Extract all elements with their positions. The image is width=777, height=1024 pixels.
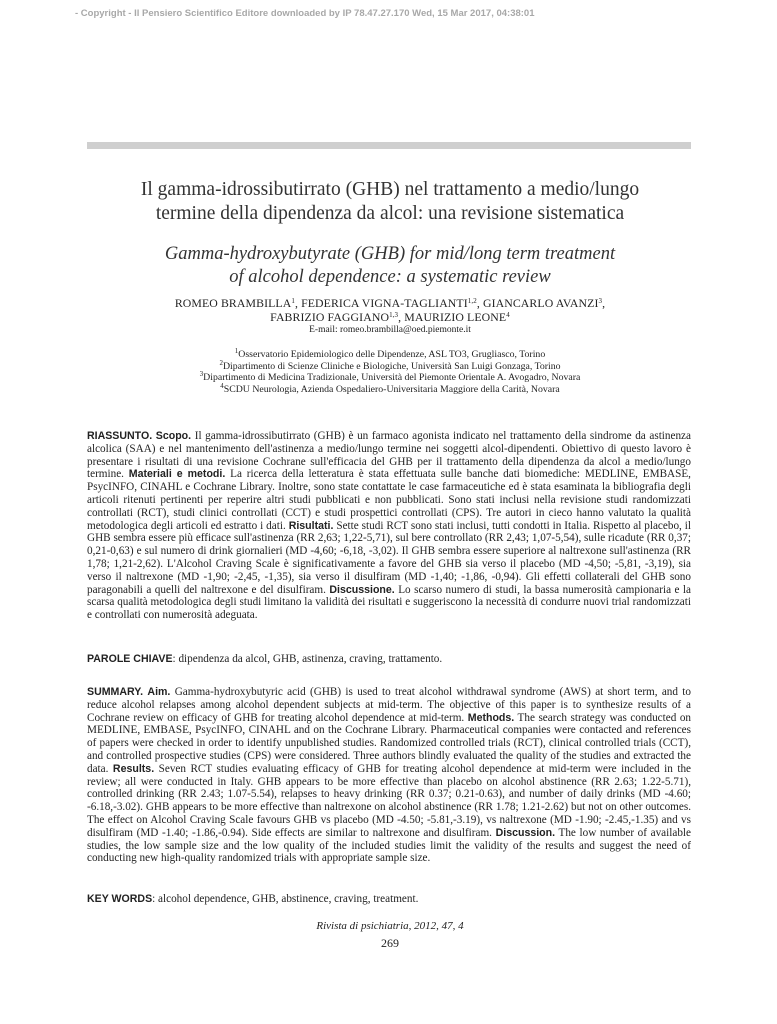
author-list (60, 296, 720, 324)
italian-title-line-2: termine della dipendenza da alcol: una revisione sistematica (155, 203, 625, 224)
discussione-text: Lo scarso numero di studi, la bassa numerosità campionaria e la scarsa qualità metodologica degli studi limitano la validità dei risultati e suggeriscono la necessità di condurre nuovi trial randomizzati e controllati con numerosità adeguata. (87, 583, 691, 622)
parole-chiave-heading: PAROLE CHIAVE (87, 653, 173, 665)
author-affiliation-ref: 1,3 (389, 311, 399, 319)
author-affiliation-ref: 1 (291, 297, 295, 305)
risultati-text: Sette studi RCT sono stati inclusi, tutti condotti in Italia. Rispetto al placebo, il GHB sembra essere più efficace sull'astinenza (RR 2,63; 1,22-5,71), sul bere controllato (RR 2,43; 1,07-5,54), sulle ricadute (RR 0,37; 0,21-0,63) e sul numero di drink giornalieri (MD -4,60; -6,18, -3,02). Il GHB sembra essere superiore al naltrexone sull'astinenza (RR 1,78; 1,21-2,62). L'Alcohol Craving Scale è significativamente a favore del GHB sia verso il placebo (MD -4,50; -5,81, -3,19), sia verso il naltrexone (MD -1,90; -2,45, -1,35), sia verso il disulfiram (MD -1,40; -1,86, -0,94). Gli effetti collaterali del GHB sono paragonabili a quelli del naltrexone e del disulfiram. (87, 519, 691, 596)
affiliation-item (60, 381, 720, 396)
affiliation-text: Osservatorio Epidemiologico delle Dipendenze, ASL TO3, Grugliasco, Torino (238, 349, 546, 360)
aim-text: Gamma-hydroxybutyric acid (GHB) is used to treat alcohol withdrawal syndrome (AWS) at short term, and to reduce alcohol relapses among alcohol dependent subjects at mid-term. The objective of this paper is to synthesize results of a Cochrane review on efficacy of GHB for treating alcohol dependence at mid-term. (87, 686, 692, 724)
author-line-1: ROMEO BRAMBILLA$^1$, FEDERICA VIGNA-TAGLIANTI$^{1,2}$, GIANCARLO AVANZI$^3$, (174, 296, 606, 310)
methods-text: The search strategy was conducted on MEDLINE, EMBASE, PsycINFO, CINAHL and on the Cochrane Library. Pharmaceutical companies were contacted and references of papers were checked in order to identify unpublished studies. Randomized controlled trials (RCT), clinical controlled trials (CCT), and controlled prospective studies (CPS) were considered. Three authors blindly evaluated the quality of the studies and extracted the data. (87, 711, 692, 775)
affiliation-list (60, 349, 720, 395)
corresponding-email: E-mail: romeo.brambilla@oed.piemonte.it (309, 325, 471, 335)
metodi-heading: Materiali e metodi. (128, 468, 226, 481)
parole-chiave-text: : dipendenza da alcol, GHB, astinenza, craving, trattamento. (172, 653, 443, 665)
riassunto-abstract (87, 430, 691, 622)
key-words-text: : alcohol dependence, GHB, abstinence, craving, treatment. (152, 893, 419, 905)
affiliation-item (60, 372, 720, 384)
discussion-heading: Discussion. (495, 826, 556, 839)
english-title-line-1: Gamma-hydroxybutyrate (GHB) for mid/long term treatment (164, 244, 616, 264)
author-affiliation-ref: 1,2 (467, 297, 477, 305)
affiliation-item (60, 358, 720, 373)
summary-abstract (87, 686, 691, 865)
copyright-notice: - Copyright - Il Pensiero Scientifico Editore downloaded by IP 78.47.27.170 Wed, 15 Mar 2017, 04:38:01 (75, 8, 535, 19)
parole-chiave (87, 653, 691, 666)
english-title-line-2: of alcohol dependence: a systematic review (229, 267, 551, 287)
author-affiliation-ref: 3 (598, 297, 603, 305)
author-name: ROMEO BRAMBILLA (174, 296, 292, 310)
discussion-text: The low number of available studies, the low sample size and the low quality of the included studies limit the validity of the results and suggest the need of conducting new high-quality randomized trials with appropriate sample size. (87, 826, 692, 865)
affiliation-number: 2 (219, 358, 223, 367)
author-affiliation-ref: 4 (506, 311, 510, 319)
author-name: FEDERICA VIGNA-TAGLIANTI (301, 296, 468, 310)
summary-heading: SUMMARY. (87, 686, 144, 698)
affiliation-number: 3 (199, 370, 204, 378)
author-name: MAURIZIO LEONE (404, 310, 507, 324)
affiliation-item (60, 349, 720, 361)
italian-title (60, 178, 720, 226)
scopo-heading: Scopo. (155, 430, 192, 442)
risultati-heading: Risultati. (288, 519, 334, 532)
results-text: Seven RCT studies evaluating efficacy of GHB for treating alcohol dependence at mid-term were included in the review; all were conducted in Italy. GHB appears to be more effective than placebo on alcohol abstinence (RR 2.63; 1.22-5.71), controlled drinking (RR 2.43; 1.07-5.54), relapses to heavy drinking (RR 0.37; 0.21-0.63), and number of daily drinks (MD -4.60; -6.18,-3.02). GHB appears to be more effective than naltrexone on alcohol abstinence (RR 1.78; 1.21-2.62) but not on other outcomes. The effect on Alcohol Craving Scale favours GHB vs placebo (MD -4.50; -5.81,-3.19), vs naltrexone (MD -1.90; -2.45,-1.35) and vs disulfiram (MD -1.40; -1.86,-0.94). Side effects are similar to naltrexone and disulfiram. (87, 762, 691, 839)
author-line-2: FABRIZIO FAGGIANO$^{1,3}$, MAURIZIO LEONE$^4$ (270, 310, 510, 324)
affiliation-text: Dipartimento di Medicina Tradizionale, Università del Piemonte Orientale A. Avogadro, Novara (203, 372, 581, 383)
affiliation-text: Dipartimento di Scienze Cliniche e Biologiche, Università San Luigi Gonzaga, Torino (222, 360, 561, 372)
english-title (60, 243, 720, 289)
aim-heading: Aim. (147, 686, 171, 698)
discussione-heading: Discussione. (329, 583, 395, 596)
methods-heading: Methods. (467, 711, 515, 724)
affiliation-number: 1 (234, 347, 239, 355)
scopo-text: Il gamma-idrossibutirrato (GHB) è un farmaco agonista indicato nel trattamento della sindrome da astinenza alcolica (SAA) e nel mantenimento dell'astinenza a medio/lungo termine nei soggetti alcol-dipendenti. Obiettivo di questo lavoro è presentare i risultati di una revisione Cochrane sull'efficacia del GHB per il trattamento della dipendenza da alcol a medio/lungo termine. (87, 430, 691, 481)
author-name: GIANCARLO AVANZI (482, 296, 599, 310)
affiliation-number: 4 (220, 381, 224, 390)
author-name: FABRIZIO FAGGIANO (270, 310, 390, 324)
page-number: 269 (381, 936, 399, 950)
affiliation-text: SCDU Neurologia, Azienda Ospedaliero-Universitaria Maggiore della Carità, Novara (223, 383, 560, 395)
italian-title-line-1: Il gamma-idrossibutirrato (GHB) nel trattamento a medio/lungo (140, 179, 640, 200)
key-words (87, 893, 691, 906)
metodi-text: La ricerca della letteratura è stata effettuata sulle banche dati biomediche: MEDLINE, EMBASE, PsycINFO, CINAHL e Cochrane Library. Inoltre, sono state contattate le case farmaceutiche ed è stata esaminata la bibliografia degli articoli ritenuti pertinenti per reperire altri studi pubblicati e non pubblicati. Sono stati inclusi nella revisione studi randomizzati controllati (RCT), studi clinici controllati (CCT) e studi prospettici controllati (CPS). Tre autori in cieco hanno valutato la qualità metodologica degli articoli ed estratto i dati. (87, 468, 691, 532)
header-divider-bar (87, 142, 691, 149)
key-words-heading: KEY WORDS (87, 893, 153, 905)
journal-citation: Rivista di psichiatria, 2012, 47, 4 (316, 920, 464, 932)
riassunto-heading: RIASSUNTO. (87, 430, 153, 442)
results-heading: Results. (112, 762, 155, 775)
